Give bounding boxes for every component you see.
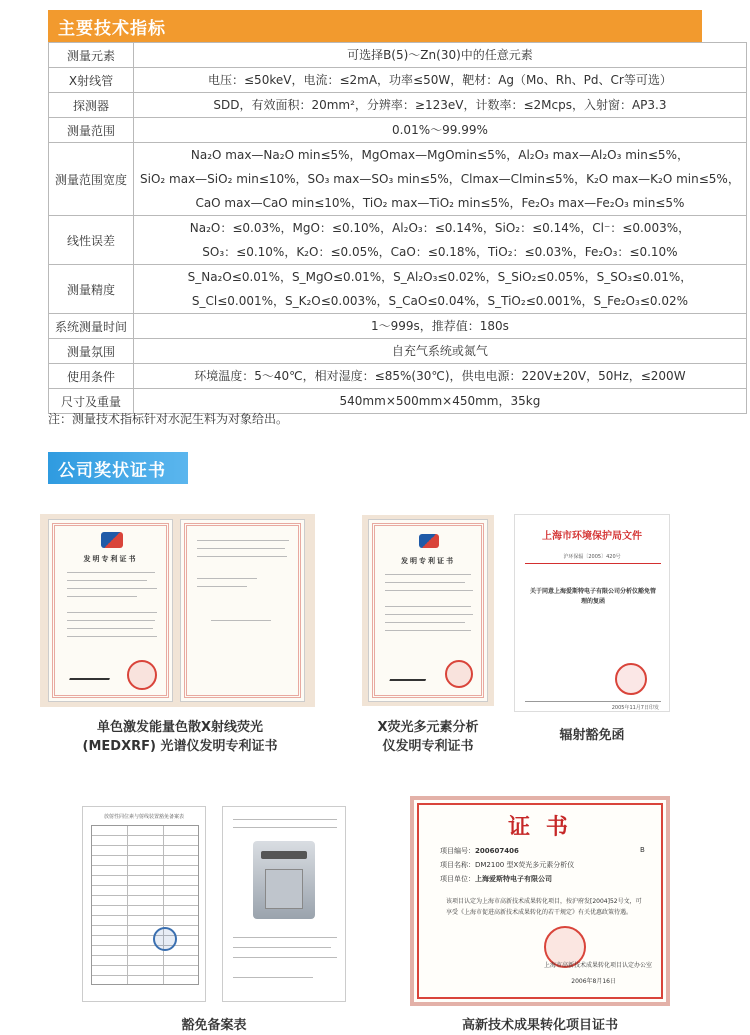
spec-key: 线性误差: [49, 216, 134, 265]
hitech-grade: B: [640, 846, 645, 854]
signature-icon: [389, 672, 428, 681]
blue-stamp-icon: [153, 927, 177, 951]
red-seal-icon: [445, 660, 473, 688]
spec-value-line: Na₂O max—Na₂O min≤5%，MgOmax—MgOmin≤5%，Al₂O₃ max—Al₂O₃ min≤5%，: [190, 148, 689, 162]
spec-row: [49, 93, 747, 118]
spec-value: [134, 216, 747, 265]
hitech-issuer: 上海市高新技术成果转化项目认定办公室: [543, 962, 652, 969]
caption-patent-medxrf: [60, 718, 300, 756]
hitech-name: DM2100 型X荧光多元素分析仪: [475, 861, 575, 869]
patent-certificate-medxrf-image: [40, 514, 315, 707]
caption-line: 单色激发能量色散X射线荧光: [96, 720, 264, 735]
caption-line: (MEDXRF) 光谱仪发明专利证书: [82, 739, 278, 754]
radiation-exemption-letter-image: [514, 514, 670, 712]
spec-value: [134, 339, 747, 364]
spec-key: 测量精度: [49, 265, 134, 314]
spec-key: 测量范围宽度: [49, 143, 134, 216]
instrument-photo: [253, 841, 315, 919]
spec-row: [49, 265, 747, 314]
spec-value-line: 540mm×500mm×450mm，35kg: [339, 394, 541, 408]
specs-section-title: 主要技术指标: [48, 10, 702, 42]
specs-note: 注：测量技术指标针对水泥生料为对象给出。: [48, 412, 289, 426]
specs-table: [48, 42, 747, 414]
spec-key: 使用条件: [49, 364, 134, 389]
spec-value-line: CaO max—CaO min≤10%，TiO₂ max—TiO₂ min≤5%，Fe₂O₃ max—Fe₂O₃ min≤5%: [195, 196, 685, 210]
spec-value-line: 电压：≤50keV，电流：≤2mA，功率≤50W，靶材：Ag（Mo、Rh、Pd、Cr等可选）: [208, 73, 672, 87]
filing-title: 放射性同位素与射线装置豁免备案表: [103, 814, 184, 820]
caption-line: 仪发明专利证书: [382, 739, 474, 754]
red-seal-icon: [127, 660, 157, 690]
form-grid: [91, 825, 199, 985]
spec-value-line: SO₃：≤0.10%，K₂O：≤0.05%，CaO：≤0.18%，TiO₂：≤0.03%，Fe₂O₃：≤0.10%: [202, 245, 678, 259]
patent-page-left: [48, 519, 173, 702]
hitech-title: 证 书: [508, 814, 572, 840]
spec-row: [49, 314, 747, 339]
spec-value-line: S_Na₂O≤0.01%，S_MgO≤0.01%，S_Al₂O₃≤0.02%，S_SiO₂≤0.05%，S_SO₃≤0.01%，: [187, 270, 693, 284]
hitech-body: 该项目认定为上海市高新技术成果转化项目，按沪府发[2004]52号文，可享受《上海市促进高新技术成果转化的若干规定》有关优惠政策待遇。: [446, 898, 642, 916]
env-doc-number: 沪环保辐〔2005〕420号: [563, 554, 621, 560]
hitech-no: 200607406: [475, 847, 519, 855]
spec-row: [49, 364, 747, 389]
spec-value-line: SDD，有效面积：20mm²，分辨率：≥123eV，计数率：≤2Mcps，入射窗：AP3.3: [213, 98, 667, 112]
spec-row: [49, 43, 747, 68]
spec-row: [49, 216, 747, 265]
spec-key: 系统测量时间: [49, 314, 134, 339]
spec-value-line: SiO₂ max—SiO₂ min≤10%，SO₃ max—SO₃ min≤5%，Clmax—Clmin≤5%，K₂O max—K₂O min≤5%，: [140, 172, 740, 186]
spec-value: [134, 265, 747, 314]
spec-row: [49, 68, 747, 93]
env-header: 上海市环境保护局文件: [542, 531, 642, 542]
patent-page-right: [180, 519, 305, 702]
spec-value-line: Na₂O：≤0.03%，MgO：≤0.10%，Al₂O₃：≤0.14%，SiO₂：≤0.14%，Cl⁻：≤0.003%，: [189, 221, 691, 235]
spec-key: 测量范围: [49, 118, 134, 143]
env-subject: 关于同意上海爱斯特电子有限公司分析仪豁免管理的复函: [529, 588, 656, 605]
spec-value-line: 1～999s，推荐值：180s: [370, 319, 509, 333]
caption-filing-form: 豁免备案表: [181, 1018, 247, 1033]
spec-key: 尺寸及重量: [49, 389, 134, 414]
env-date: 2005年11月7日印发: [611, 705, 659, 711]
spec-value: [134, 68, 747, 93]
spec-key: 测量元素: [49, 43, 134, 68]
spec-row: [49, 118, 747, 143]
patent-certificate-xrf-image: [362, 515, 494, 706]
spec-value-line: S_Cl≤0.001%，S_K₂O≤0.003%，S_CaO≤0.04%，S_TiO₂≤0.001%，S_Fe₂O₃≤0.02%: [191, 294, 688, 308]
patent-title: 发明专利证书: [401, 557, 455, 565]
spec-value-line: 自充气系统或氮气: [391, 344, 488, 358]
red-seal-icon: [615, 663, 647, 695]
patent-page: [368, 519, 488, 702]
patent-logo-icon: [101, 532, 123, 548]
caption-exemption-letter: 辐射豁免函: [559, 728, 625, 743]
spec-value: [134, 43, 747, 68]
spec-key: 探测器: [49, 93, 134, 118]
spec-value: [134, 143, 747, 216]
hitech-no-label: 项目编号：: [440, 847, 475, 855]
patent-title: 发明专利证书: [83, 555, 138, 563]
spec-row: [49, 339, 747, 364]
filing-page-right: [222, 806, 346, 1002]
spec-value: [134, 93, 747, 118]
hitech-date: 2006年8月16日: [571, 978, 616, 985]
caption-line: X荧光多元素分析: [377, 720, 479, 735]
spec-value-line: 0.01%～99.99%: [391, 123, 488, 137]
signature-icon: [69, 670, 113, 680]
spec-row: [49, 143, 747, 216]
spec-key: 测量氛围: [49, 339, 134, 364]
spec-value: [134, 364, 747, 389]
hitech-certificate-image: [410, 796, 670, 1006]
caption-hitech-certificate: 高新技术成果转化项目证书: [461, 1018, 618, 1033]
spec-value-line: 环境温度：5～40℃，相对湿度：≤85%(30℃)，供电电源：220V±20V，50Hz，≤200W: [194, 369, 686, 383]
spec-key: X射线管: [49, 68, 134, 93]
caption-patent-xrf: [352, 718, 504, 756]
hitech-name-label: 项目名称：: [440, 861, 475, 869]
spec-value: [134, 314, 747, 339]
filing-page-left: [82, 806, 206, 1002]
hitech-org: 上海爱斯特电子有限公司: [475, 875, 552, 883]
spec-value: [134, 118, 747, 143]
hitech-org-label: 项目单位：: [440, 875, 475, 883]
exemption-filing-form-image: [80, 804, 348, 1004]
patent-logo-icon: [419, 534, 439, 548]
awards-section-title: 公司奖状证书: [48, 452, 188, 484]
spec-value-line: 可选择B(5)～Zn(30)中的任意元素: [347, 48, 533, 62]
